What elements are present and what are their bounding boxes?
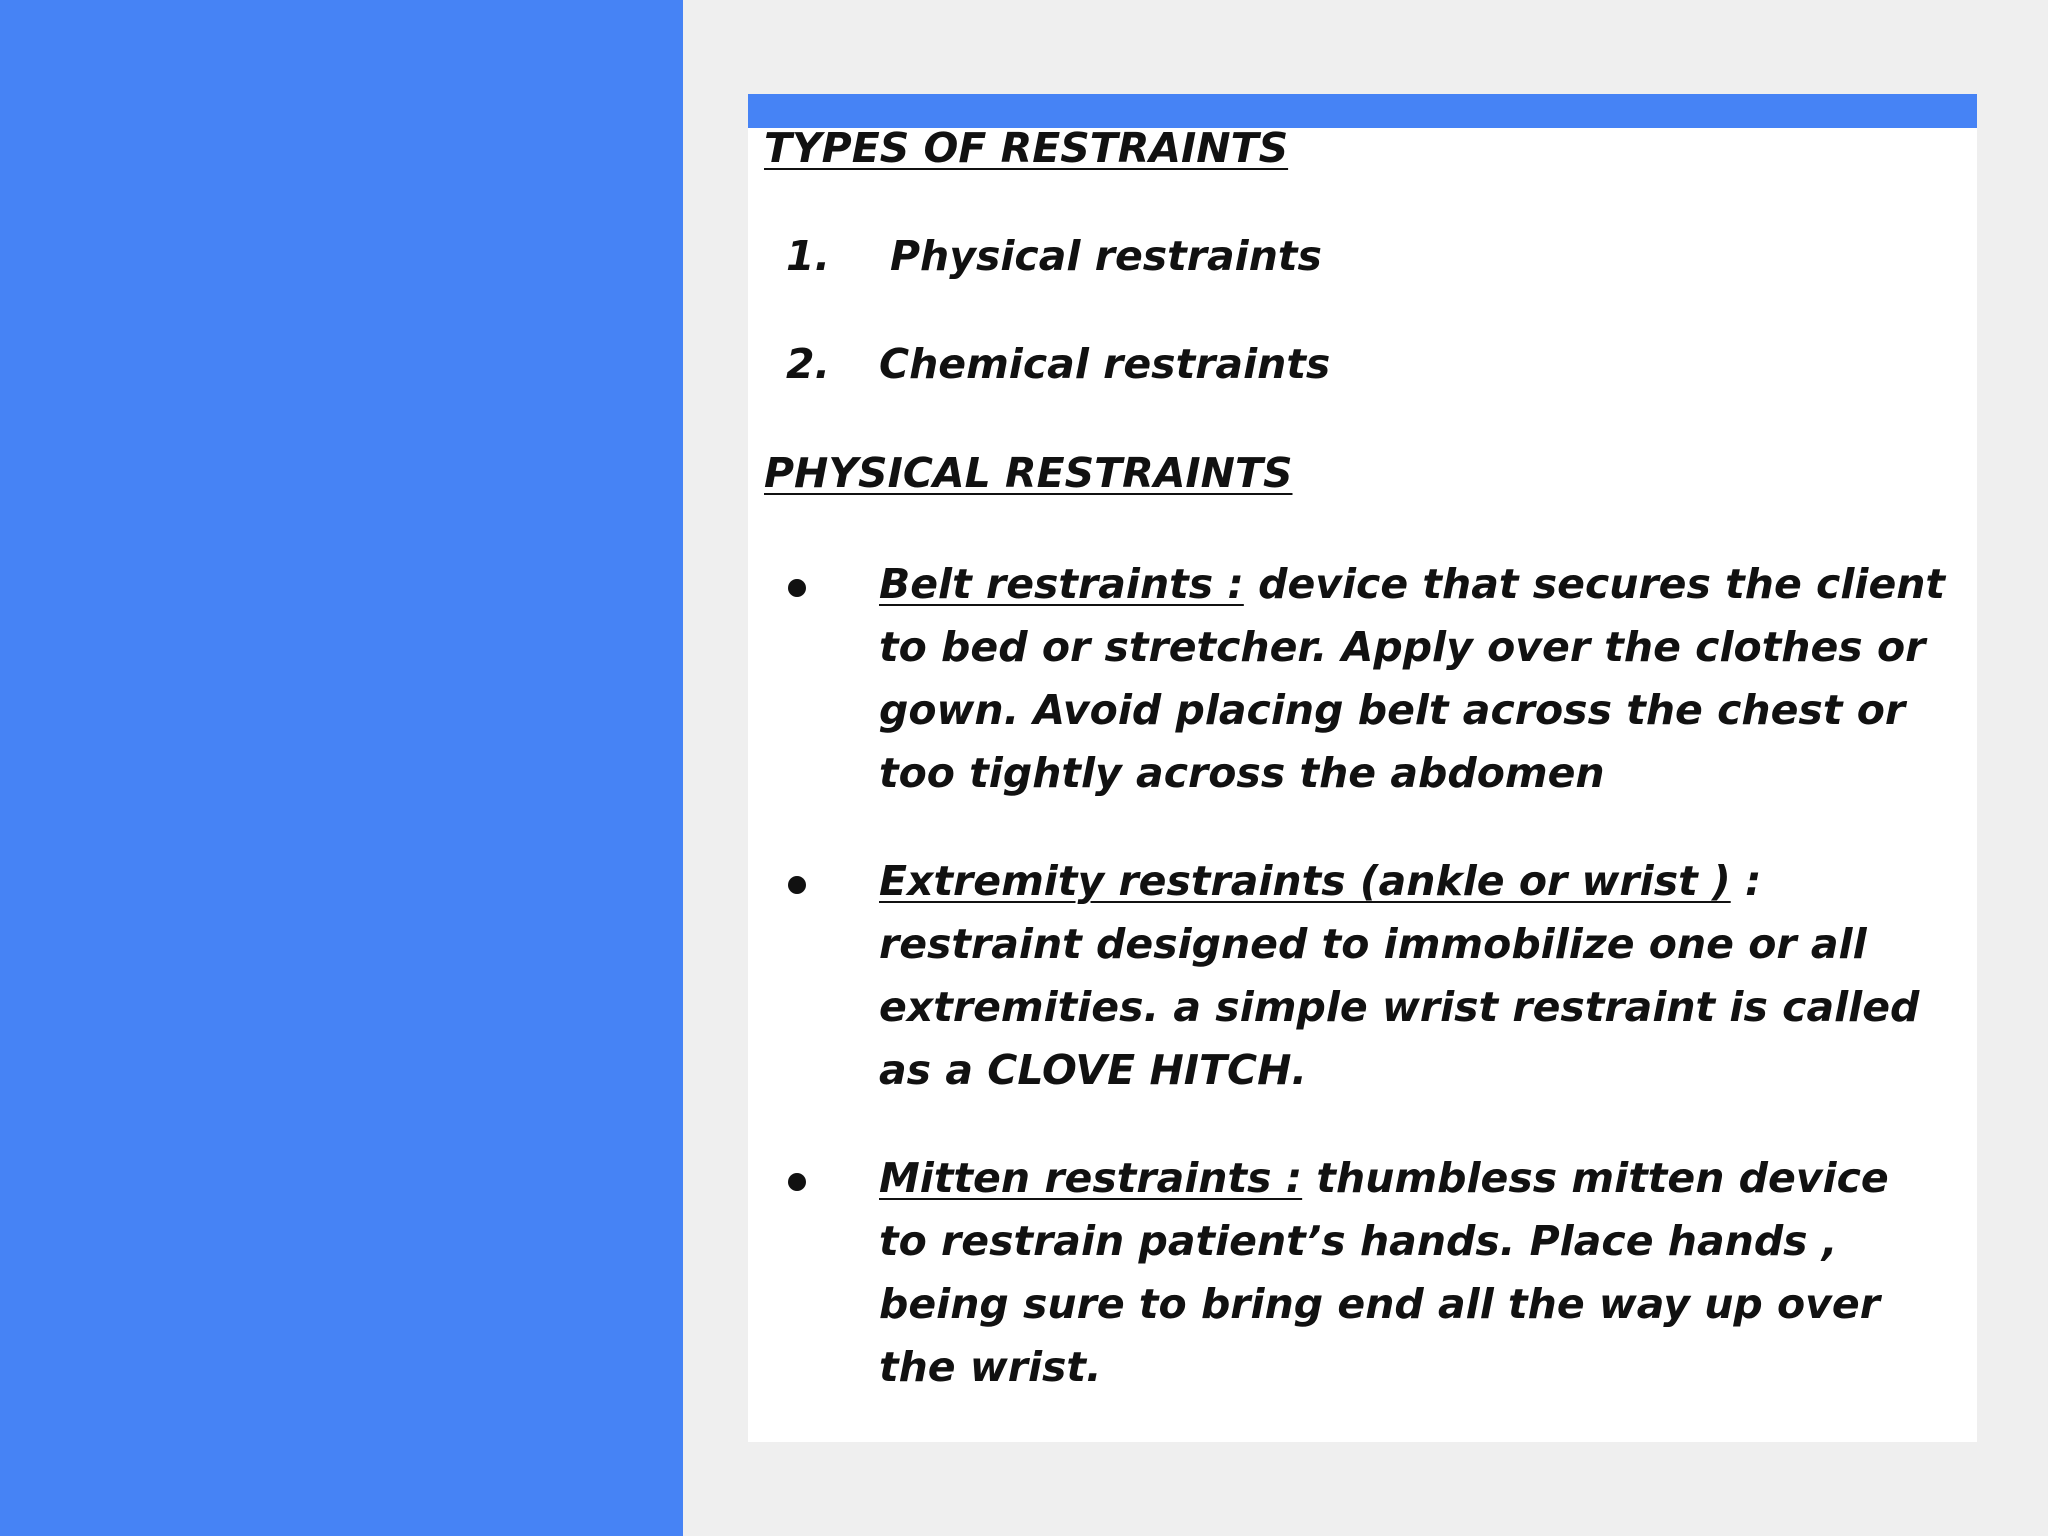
physical-heading: PHYSICAL RESTRAINTS xyxy=(764,449,1293,497)
bullet-mitten-restraints xyxy=(879,1147,1949,1399)
bullet-description: device that secures the client to bed or stretcher. Apply over the clothes or gown. Avoid placing belt across the chest or too tightly across the abdomen xyxy=(879,560,1946,797)
bullet-description: thumbless mitten device to restrain patient’s hands. Place hands , being sure to bring end all the way up over the wrist. xyxy=(879,1154,1889,1391)
bullet-extremity-restraints xyxy=(879,850,1949,1102)
bullet-description: : restraint designed to immobilize one or all extremities. a simple wrist restraint is called as a CLOVE HITCH. xyxy=(879,857,1920,1094)
bullet-dot-icon xyxy=(788,579,806,597)
bullet-term: Extremity restraints (ankle or wrist ) xyxy=(879,857,1731,905)
bullet-belt-restraints xyxy=(879,553,1949,805)
list-number-1: 1. xyxy=(786,232,831,280)
card-accent-bar xyxy=(748,94,1977,128)
bullet-term: Mitten restraints : xyxy=(879,1154,1303,1202)
bullet-dot-icon xyxy=(788,876,806,894)
list-item-physical-restraints: Physical restraints xyxy=(890,232,1322,280)
content-card xyxy=(748,94,1977,1442)
bullet-term: Belt restraints : xyxy=(879,560,1244,608)
list-number-2: 2. xyxy=(786,340,831,388)
types-heading: TYPES OF RESTRAINTS xyxy=(764,124,1289,172)
bullet-dot-icon xyxy=(788,1173,806,1191)
list-item-chemical-restraints: Chemical restraints xyxy=(879,340,1331,388)
side-panel xyxy=(0,0,683,1536)
